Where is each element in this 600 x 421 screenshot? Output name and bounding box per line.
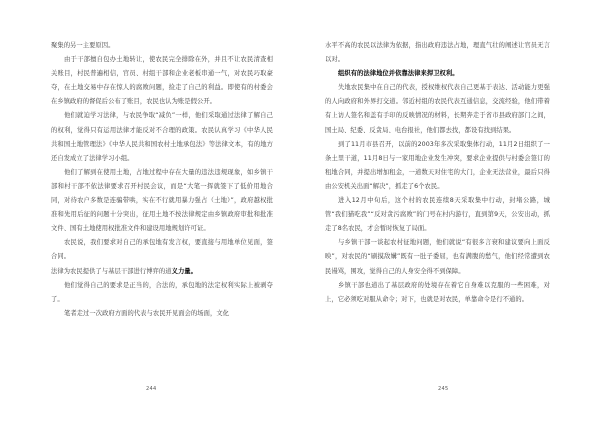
paragraph: 笔者走过一次政府方面的代表与农民开见面会的场面，文化 — [64, 309, 230, 317]
paragraph: 他们觉得自己的要求是正当的，合法的，承包地的法定权利实际上被剥夺了。 — [51, 281, 273, 303]
paragraph-bold-text: 义力量。 — [171, 267, 197, 275]
paragraph-text: 法律为农民提供了与基层干部进行博弈的道 — [51, 267, 172, 275]
paragraph: 到了11月市县召开，以前的2003年多次采取集体行动，11月2日组织了一条土里干道，11月8日与一家用地企业发生冲突，要求企业提供与村委会签订的租地合同，并提出增加租金，一道数天对住宅的大门，企业无法营业，最后只得由公安机关出面“解决”，抓走了6个农民。 — [325, 140, 550, 190]
paragraph — [325, 67, 550, 81]
left-page-number: 244 — [146, 386, 157, 392]
paragraph: 他们就迫学习法律，与农民争取“减负”一样，他们采取通过法律了解自己的权利，觉得只有运用法律才能反对不合理的政策。农民认真学习《中华人民共和国土地管理法》《中华人民共和国农村土地承包法》等法律文本，有的地方还自发成立了法律学习小组。 — [51, 112, 273, 162]
paragraph-bold-text: 组织有的法律地位并依靠法律来捍卫权利。 — [338, 70, 459, 78]
paragraph: 聚集的另一主要原因。 — [51, 42, 115, 49]
right-page-body — [325, 39, 550, 307]
paragraph: 乡镇干部也道出了基层政府的处境存在着它自身难以克服的一些困难，对上，它必须吃对服从命令；对下，也就是对农民，单靠命令是行不通的。 — [325, 281, 550, 303]
right-page — [300, 0, 600, 421]
paragraph: 他们了解到在使用土地，占地过程中存在大量的违法违规现象，如乡镇干部和村干部不依法律要求召开村民会议，而是“大笔一挥就签下了低价用地合同，对待农户多数是连骗带哄，实在不行就用暴力强占（土地）”，政府越权批准和先用后征的问题十分突出，征用土地不按法律规定由乡镇政府审批和批准文件、国有土地使用权批准文件和建设用地规划许可证。 — [51, 168, 273, 233]
paragraph: 水平不高的农民以法律为依据，指出政府违法占地，理直气壮的阐述让官员无言以对。 — [325, 42, 550, 64]
left-page-body — [51, 39, 273, 321]
paragraph: 进入12月中旬后，这个村的农民连续8天采取集中行动，封堵公路，城管“我们猫吃我”“反对贪污腐败”的门号在村内游行，直到第9天，公安出动，抓走了8名农民，才会暂时恢复了局面。 — [325, 197, 550, 233]
paragraph: 失地农民集中在自己的代表，授权维权代表自己更基于表达、活动能力更强的人向政府和外界打交道。邻近村组的农民代表互通信息，交流经验，他们带着有上访人签名和盖有手印的反映情况的材料，长期奔走于省市县政府部门之间，国土局、纪委、反贪局、电台报社，他们都去找，都设有找到结果。 — [325, 84, 550, 134]
paragraph: 农民说，我们要求对自己的承包地有发言权，要直接与用地单位见面，签合同。 — [51, 239, 273, 261]
paragraph — [51, 265, 273, 279]
paragraph: 与乡镇干部一谈起农村征地问题，他们就说“有很多言衰和建议要向上面反映”，对农民的“刷摸敌媾”既有一肚子委屈，也有满腹的愁气，他们经常遭到农民谩骂，围攻，觉得自己的人身安全得不到保障。 — [325, 239, 550, 275]
paragraph: 由于干部擅自包办土地转让，使农民完全排除在外，并且不让农民清查相关账目，村民普遍相信，官员、村组干部和企业老板串通一气，对农民巧取豪夺，在土地交易中存在惊人的腐败问题，捡走了自己的利益。即使有的村委会在乡镇政府的督促后公布了账目，农民也认为账是假公开。 — [51, 56, 273, 106]
right-page-number: 245 — [438, 386, 449, 392]
